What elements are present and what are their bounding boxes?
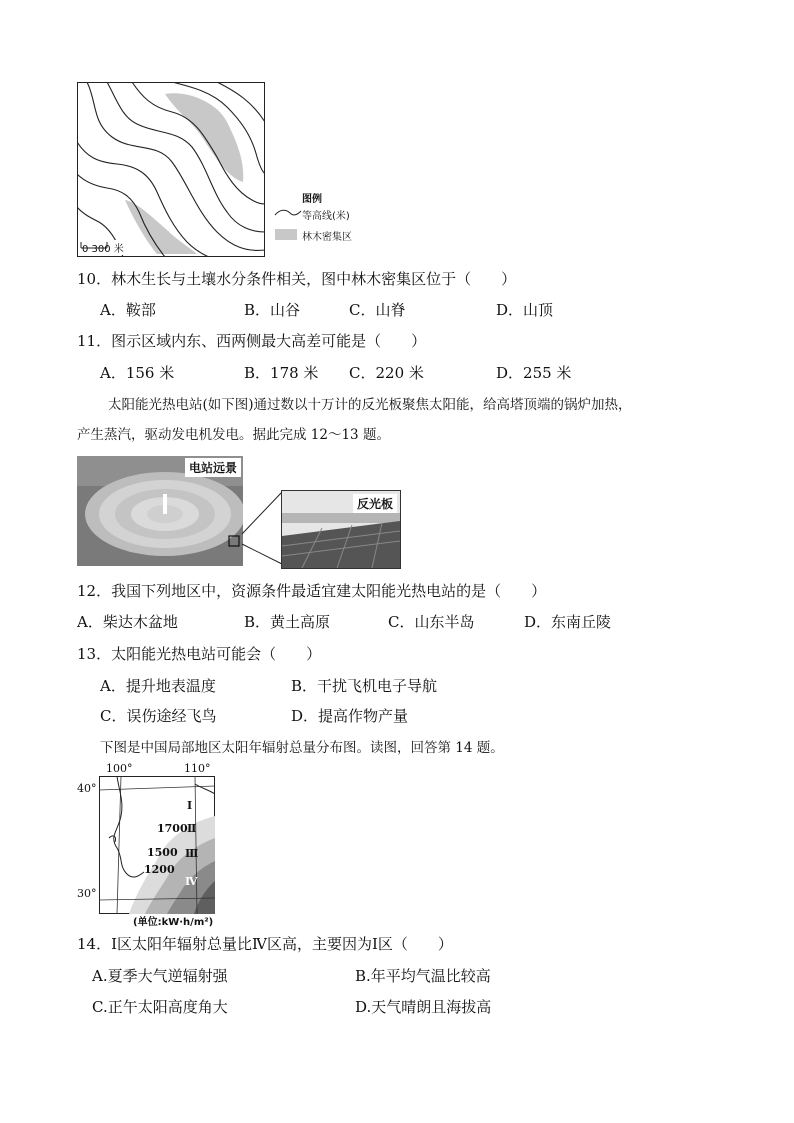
q10-option-d[interactable]: D．山顶 bbox=[496, 301, 554, 319]
forest-swatch-icon bbox=[275, 229, 297, 240]
passage2-line1: 下图是中国局部地区太阳年辐射总量分布图。读图，回答第 14 题。 bbox=[100, 740, 504, 756]
zoom-connector-lines bbox=[240, 488, 285, 568]
reflector-photo bbox=[281, 490, 401, 569]
q13-option-d[interactable]: D．提高作物产量 bbox=[291, 707, 409, 725]
radiation-map bbox=[99, 776, 215, 914]
q14-option-d[interactable]: D.天气晴朗且海拔高 bbox=[355, 998, 492, 1016]
power-station-photo bbox=[77, 456, 243, 566]
q11-option-d[interactable]: D．255 米 bbox=[496, 364, 572, 382]
q11-stem: 11．图示区域内东、西两侧最大高差可能是（ ） bbox=[77, 332, 427, 350]
map-unit-label: (单位:kW·h/m²) bbox=[133, 917, 214, 928]
q12-option-a[interactable]: A．柴达木盆地 bbox=[77, 613, 178, 631]
radiation-map-figure bbox=[77, 762, 227, 930]
photo-left-label: 电站远景 bbox=[185, 458, 241, 477]
lon-110-label: 110° bbox=[184, 762, 211, 775]
q13-option-c[interactable]: C．误伤途经飞鸟 bbox=[100, 707, 217, 725]
legend-forest-label: 林木密集区 bbox=[302, 232, 352, 243]
contour-line-icon bbox=[274, 208, 302, 218]
q13-option-b[interactable]: B．干扰飞机电子导航 bbox=[291, 677, 438, 695]
zone-4-label: Ⅳ bbox=[185, 875, 198, 888]
passage1-line2: 产生蒸汽，驱动发电机发电。据此完成 12～13 题。 bbox=[77, 427, 390, 443]
q10-option-c[interactable]: C．山脊 bbox=[349, 301, 406, 319]
isoline-1700-label: 1700 bbox=[157, 822, 188, 835]
zone-1-label: Ⅰ bbox=[187, 799, 193, 812]
q12-stem: 12．我国下列地区中，资源条件最适宜建太阳能光热电站的是（ ） bbox=[77, 582, 547, 600]
lat-30-label: 30° bbox=[77, 887, 97, 900]
q11-option-b[interactable]: B．178 米 bbox=[244, 364, 319, 382]
q14-stem: 14．Ⅰ区太阳年辐射总量比Ⅳ区高，主要因为Ⅰ区（ ） bbox=[77, 935, 453, 953]
isoline-1200-label: 1200 bbox=[144, 863, 175, 876]
passage1-line1: 太阳能光热电站(如下图)通过数以十万计的反光板聚焦太阳能，给高塔顶端的锅炉加热， bbox=[108, 397, 632, 413]
legend-title: 图例 bbox=[302, 194, 322, 205]
zone-2-label: Ⅱ bbox=[187, 822, 197, 835]
q11-option-a[interactable]: A．156 米 bbox=[100, 364, 175, 382]
q10-stem: 10．林木生长与土壤水分条件相关，图中林木密集区位于（ ） bbox=[77, 270, 517, 288]
lon-100-label: 100° bbox=[106, 762, 133, 775]
q12-option-c[interactable]: C．山东半岛 bbox=[388, 613, 475, 631]
q14-option-a[interactable]: A.夏季大气逆辐射强 bbox=[92, 967, 228, 985]
legend bbox=[272, 190, 382, 250]
isoline-1500-label: 1500 bbox=[147, 846, 178, 859]
zone-3-label: Ⅲ bbox=[185, 847, 199, 860]
q12-option-b[interactable]: B．黄土高原 bbox=[244, 613, 331, 631]
q12-option-d[interactable]: D．东南丘陵 bbox=[524, 613, 612, 631]
q14-option-b[interactable]: B.年平均气温比较高 bbox=[355, 967, 491, 985]
legend-contour-label: 等高线(米) bbox=[302, 211, 350, 222]
q13-stem: 13．太阳能光热电站可能会（ ） bbox=[77, 645, 322, 663]
q14-option-c[interactable]: C.正午太阳高度角大 bbox=[92, 998, 228, 1016]
photo-right-label: 反光板 bbox=[353, 494, 397, 513]
scale-label: 0 300 米 bbox=[82, 244, 124, 255]
q13-option-a[interactable]: A．提升地表温度 bbox=[100, 677, 216, 695]
q10-option-b[interactable]: B．山谷 bbox=[244, 301, 301, 319]
lat-40-label: 40° bbox=[77, 782, 97, 795]
q11-option-c[interactable]: C．220 米 bbox=[349, 364, 424, 382]
contour-map-figure bbox=[77, 82, 265, 257]
contour-map bbox=[77, 82, 265, 257]
q10-option-a[interactable]: A．鞍部 bbox=[100, 301, 156, 319]
